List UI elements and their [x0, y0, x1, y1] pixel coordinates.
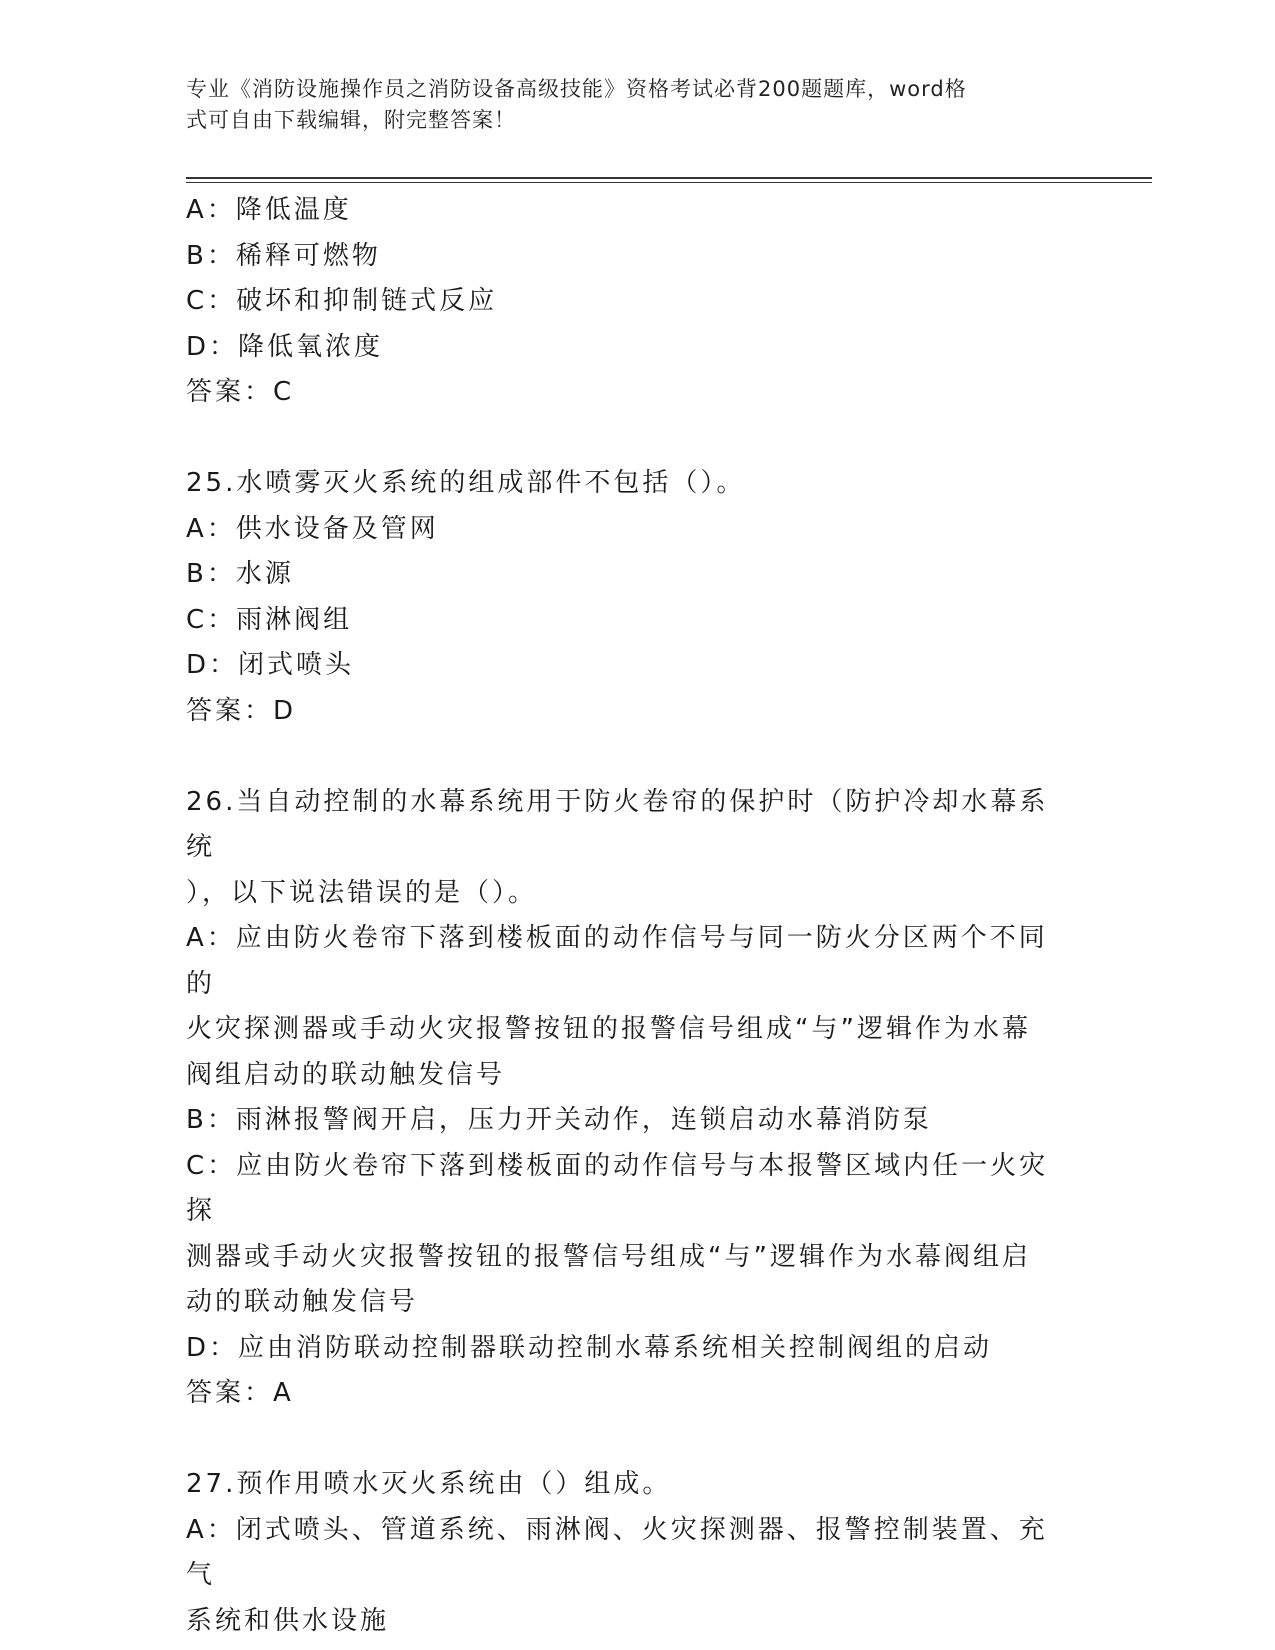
option-a: A：应由防火卷帘下落到楼板面的动作信号与同一防火分区两个不同的: [186, 923, 1048, 999]
option-d: D：闭式喷头: [186, 650, 355, 680]
answer-value: D: [273, 695, 297, 726]
option-b: B：水源: [186, 559, 294, 589]
option-c: 动的联动触发信号: [186, 1287, 419, 1317]
question-list: [186, 188, 1076, 1644]
header-divider-thick: [186, 177, 1152, 179]
question-block: [186, 1462, 1076, 1644]
question-stem: 25.水喷雾灭火系统的组成部件不包括（）。: [186, 468, 746, 498]
question-block: [186, 461, 1076, 734]
answer-line: [186, 1371, 1076, 1417]
option-c: C：应由防火卷帘下落到楼板面的动作信号与本报警区域内任一火灾探: [186, 1150, 1049, 1226]
question-stem: 26.当自动控制的水幕系统用于防火卷帘的保护时（防护冷却水幕系统: [186, 786, 1049, 862]
option-c: C：雨淋阀组: [186, 604, 353, 635]
answer-label: 答案：: [186, 377, 274, 407]
option-a: 火灾探测器或手动火灾报警按钮的报警信号组成“与”逻辑作为水幕: [186, 1014, 1031, 1044]
option-d: D：降低氧浓度: [186, 331, 384, 362]
answer-line: [186, 689, 1076, 735]
answer-value: A: [273, 1378, 294, 1408]
option-a: 系统和供水设施: [186, 1605, 390, 1636]
header-line: 式可自由下载编辑，附完整答案！: [186, 108, 516, 132]
header-line: 专业《消防设施操作员之消防设备高级技能》资格考试必背200题题库，word格: [186, 77, 967, 101]
question-block: [186, 188, 1076, 416]
option-c: C：破坏和抑制链式反应: [186, 286, 498, 316]
option-d: D：应由消防联动控制器联动控制水幕系统相关控制阀组的启动: [186, 1332, 993, 1363]
answer-value: C: [273, 377, 295, 407]
option-b: B：雨淋报警阀开启，压力开关动作，连锁启动水幕消防泵: [186, 1105, 932, 1135]
question-block: [186, 780, 1076, 1417]
option-a: A：降低温度: [186, 195, 352, 225]
page-header: [186, 74, 1066, 136]
answer-label: 答案：: [186, 695, 274, 726]
answer-label: 答案：: [186, 1378, 274, 1408]
question-stem: 27.预作用喷水灭火系统由（）组成。: [186, 1469, 672, 1499]
question-stem: ），以下说法错误的是（）。: [186, 877, 538, 908]
option-a: A：闭式喷头、管道系统、雨淋阀、火灾探测器、报警控制装置、充气: [186, 1514, 1048, 1590]
header-divider-thin: [186, 182, 1152, 183]
option-a: 阀组启动的联动触发信号: [186, 1059, 506, 1090]
option-a: A：供水设备及管网: [186, 513, 439, 544]
option-b: B：稀释可燃物: [186, 240, 381, 271]
option-c: 测器或手动火灾报警按钮的报警信号组成“与”逻辑作为水幕阀组启: [186, 1241, 1031, 1272]
answer-line: [186, 370, 1076, 416]
